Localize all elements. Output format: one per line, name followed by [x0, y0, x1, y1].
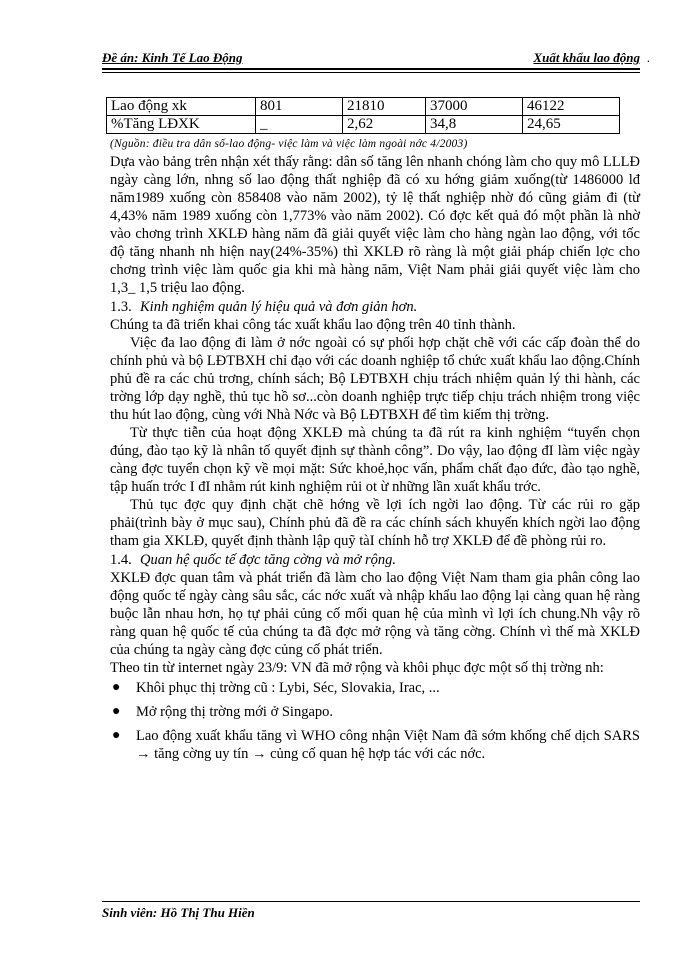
- paragraph: Theo tin từ internet ngày 23/9: VN đã mở rộng và khôi phục đợc một số thị trờng nh:: [110, 660, 604, 676]
- table-row: [107, 98, 620, 116]
- bullet-icon: ●: [112, 704, 121, 719]
- document-body: [110, 135, 640, 769]
- list-item: [110, 703, 640, 721]
- table-cell: 46122: [523, 98, 620, 116]
- paragraph: Dựa vào bảng trên nhận xét thấy rằng: dân số tăng lên nhanh chóng làm cho quy mô LLLĐ ngày càng lớn, nhng số lao động thất nghiệp đã có xu hớng giảm xuống(từ 1486000 lđ năm1989 xuống còn 858408 vào năm 2002), tỷ lệ thất nghiệp nhờ đó cũng giảm đi (từ 4,43% năm 1989 xuống còn 1,773% vào năm 2002). Có đợc kết quả đó một phần là nhờ vào chơng trình XKLĐ hàng năm đã giải quyết việc làm cho hàng ngàn lao động, với tốc độ tăng nhanh nh hiện nay(24%-35%) thì XKLĐ rõ ràng là một giải pháp chiến lợc cho chơng trình việc làm quốc gia khi mà hàng năm, Việt Nam phải giải quyết việc làm cho 1,3_ 1,5 triệu lao động.: [110, 154, 640, 296]
- list-item-text: Khôi phục thị trờng cũ : Lybi, Séc, Slovakia, Irac, ...: [136, 680, 440, 696]
- page-header: [102, 46, 650, 68]
- header-project-title: Đề án: Kinh Tế Lao Động: [102, 50, 243, 65]
- header-double-rule: [102, 68, 640, 73]
- table-cell: 21810: [343, 98, 426, 116]
- header-topic-title: Xuất khẩu lao động: [533, 50, 640, 65]
- source-note: (Nguồn: điều tra dân số-lao động- việc làm và việc làm ngoài nớc 4/2003): [110, 138, 468, 150]
- paragraph: Thủ tục đợc quy định chặt chẽ hớng về lợi ích ngời lao động. Từ các rủi ro gặp phải(trình bày ở mục sau), Chính phủ đã đề ra các chính sách khuyến khích ngời lao động tham gia XKLĐ, quyết định thành lập quỹ tàI chính hỗ trợ XKLĐ để đề phòng rủi ro.: [110, 497, 640, 549]
- table-cell: 37000: [426, 98, 523, 116]
- list-item: [110, 727, 640, 763]
- section-number: 1.4.: [110, 552, 132, 568]
- section-title: Quan hệ quốc tế đợc tăng cờng và mở rộng.: [140, 552, 396, 568]
- section-title: Kinh nghiệm quản lý hiệu quả và đơn giản hơn.: [140, 299, 418, 315]
- table-cell: 24,65: [523, 116, 620, 134]
- paragraph: Từ thực tiễn của hoạt động XKLĐ mà chúng ta đã rút ra kinh nghiệm “tuyển chọn đúng, đào tạo kỹ là nhân tố quyết định sự thành công”. Do vậy, lao động đI làm việc ngày càng đợc tuyển chọn kỹ về mọi mặt: Sức khoẻ,học vấn, phẩm chất đạo đức, đào tạo nghề, tập huấn trớc I đI nhằm rút kinh nghiệm rủi ot ừ những lần xuất khẩu trớc.: [110, 425, 640, 495]
- section-heading-1-4: [110, 551, 640, 569]
- section-number: 1.3.: [110, 299, 132, 315]
- table-row: [107, 116, 620, 134]
- footer-student-name: Sinh viên: Hồ Thị Thu Hiền: [102, 905, 255, 920]
- bullet-icon: ●: [112, 728, 121, 743]
- table-cell: Lao động xk: [107, 98, 256, 116]
- paragraph: Chúng ta đã triển khai công tác xuất khẩu lao động trên 40 tỉnh thành.: [110, 317, 516, 333]
- paragraph: XKLĐ đợc quan tâm và phát triển đã làm cho lao động Việt Nam tham gia phân công lao động quốc tế ngày càng sâu sắc, các nớc xuất và nhập khẩu lao động lại càng quan hệ ràng buộc lẫn nhau hơn, họ tự phải củng cố mối quan hệ của mình vì lợi ích chung.Nh vậy rõ ràng quan hệ quốc tế của chúng ta đã đợc mở rộng và tăng cờng. Chính vì thế mà XKLĐ của chúng ta ngày càng đợc củng cố phát triển.: [110, 570, 640, 658]
- table-cell: 2,62: [343, 116, 426, 134]
- list-item: [110, 679, 640, 697]
- table-cell: _: [256, 116, 343, 134]
- table-cell: 801: [256, 98, 343, 116]
- header-dot: .: [646, 50, 650, 65]
- labor-export-table: [106, 97, 620, 134]
- list-item-text: Lao động xuất khẩu tăng vì WHO công nhận Việt Nam đã sớm khống chế dịch SARS → tăng cờng uy tín → củng cố quan hệ hợp tác với các nớc.: [136, 728, 640, 762]
- bullet-icon: ●: [112, 680, 121, 695]
- table-cell: %Tăng LĐXK: [107, 116, 256, 134]
- section-heading-1-3: [110, 298, 640, 316]
- footer-rule: [102, 901, 640, 902]
- bullet-list: [110, 679, 640, 763]
- list-item-text: Mở rộng thị trờng mới ở Singapo.: [136, 704, 334, 720]
- paragraph: Việc đa lao động đi làm ở nớc ngoài có sự phối hợp chặt chẽ với các cấp đoàn thể do chính phủ và bộ LĐTBXH chỉ đạo với các doanh nghiệp tổ chức xuất khẩu lao động.Chính phủ đề ra các chủ trơng, chính sách; Bộ LĐTBXH chịu trách nhiệm quản lý thi hành, các trờng lớp dạy nghề, thủ tục hồ sơ...còn doanh nghiệp trực tiếp chịu trách nhiệm trong việc thu hút lao động, cùng với Nhà Nớc và Bộ LĐTBXH để tìm kiếm thị trờng.: [110, 335, 640, 423]
- table-cell: 34,8: [426, 116, 523, 134]
